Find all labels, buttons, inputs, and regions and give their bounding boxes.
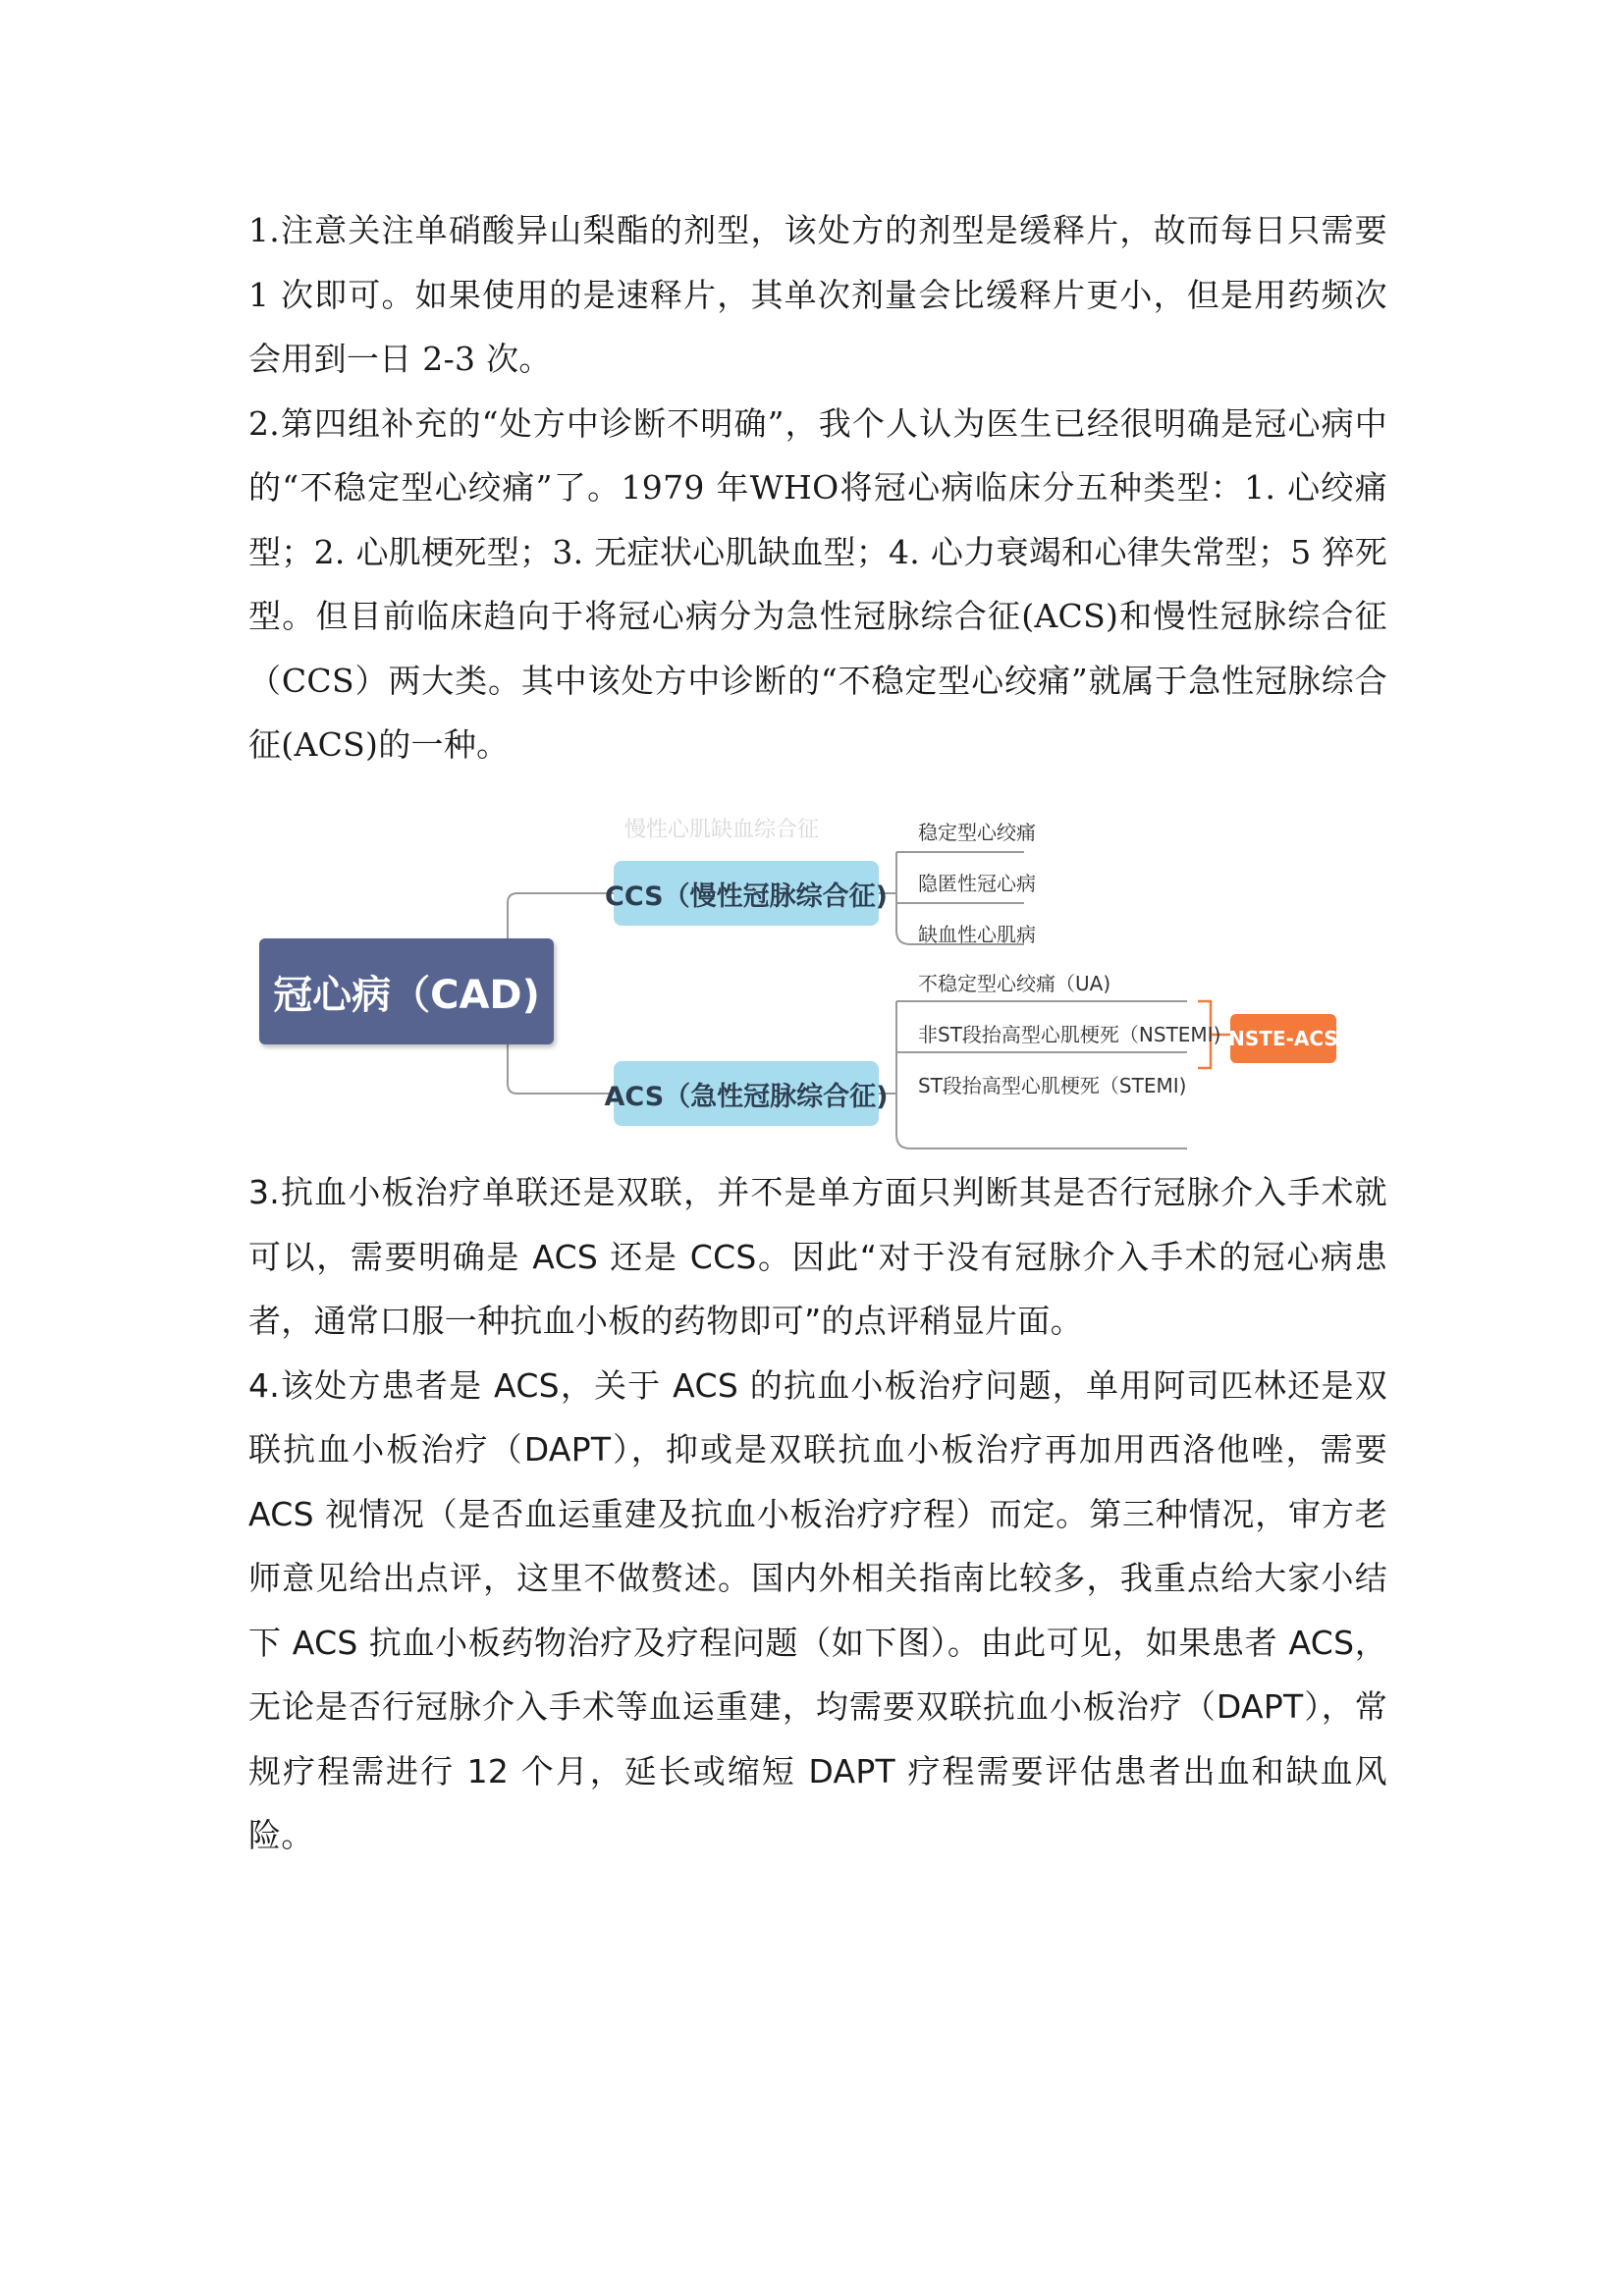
ccs-leaf-stable-angina: 稳定型心绞痛	[918, 821, 1036, 844]
acs-leaf-nstemi: 非ST段抬高型心肌梗死（NSTEMI)	[918, 1023, 1221, 1046]
paragraph-3: 3.抗血小板治疗单联还是双联，并不是单方面只判断其是否行冠脉介入手术就可以，需要明确是 ACS 还是 CCS。因此“对于没有冠脉介入手术的冠心病患者，通常口服一种抗血小板的药物即可”的点评稍显片面。	[248, 1173, 1387, 1340]
ccs-node: CCS（慢性冠脉综合征)	[614, 861, 879, 926]
paragraph-2: 2.第四组补充的“处方中诊断不明确”，我个人认为医生已经很明确是冠心病中的“不稳定型心绞痛”了。1979 年WHO将冠心病临床分五种类型：1. 心绞痛型；2. 心肌梗死型；3. 无症状心肌缺血型；4. 心力衰竭和心律失常型；5 猝死型。但目前临床趋向于将冠心病分为急性冠脉综合征(ACS)和慢性冠脉综合征（CCS）两大类。其中该处方中诊断的“不稳定型心绞痛”就属于急性冠脉综合征(ACS)的一种。	[248, 403, 1387, 764]
acs-leaf-stemi: ST段抬高型心肌梗死（STEMI)	[918, 1074, 1187, 1097]
underline-acs-2	[896, 1135, 1187, 1148]
acs-leaf-ua: 不稳定型心绞痛（UA)	[918, 972, 1111, 995]
connector-root-ccs	[508, 893, 614, 938]
paragraph-1: 1.注意关注单硝酸异山梨酯的剂型，该处方的剂型是缓释片，故而每日只需要 1 次即可。如果使用的是速释片，其单次剂量会比缓释片更小，但是用药频次会用到一日 2-3 次。	[248, 211, 1387, 378]
ccs-leaf-silent-chd: 隐匿性冠心病	[918, 872, 1036, 895]
cad-root-node: 冠心病（CAD)	[259, 938, 554, 1044]
text-block-bottom	[248, 1160, 1387, 1868]
nste-acs-label: NSTE-ACS	[1230, 1014, 1336, 1063]
cad-classification-diagram	[248, 783, 1387, 1156]
acs-node: ACS（急性冠脉综合征)	[614, 1061, 879, 1126]
ghost-label: 慢性心肌缺血综合征	[624, 818, 820, 842]
paragraph-4: 4.该处方患者是 ACS，关于 ACS 的抗血小板治疗问题，单用阿司匹林还是双联抗血小板治疗（DAPT），抑或是双联抗血小板治疗再加用西洛他唑，需要 ACS 视情况（是否血运重建及抗血小板治疗疗程）而定。第三种情况，审方老师意见给出点评，这里不做赘述。国内外相关指南比较多，我重点给大家小结下 ACS 抗血小板药物治疗及疗程问题（如下图）。由此可见，如果患者 ACS，无论是否行冠脉介入手术等血运重建，均需要双联抗血小板治疗（DAPT），常规疗程需进行 12 个月，延长或缩短 DAPT 疗程需要评估患者出血和缺血风险。	[248, 1365, 1387, 1854]
text-block-top	[248, 198, 1387, 777]
connector-root-acs	[508, 1044, 614, 1094]
ccs-leaf-ischemic-cardiomyopathy: 缺血性心肌病	[918, 923, 1036, 946]
